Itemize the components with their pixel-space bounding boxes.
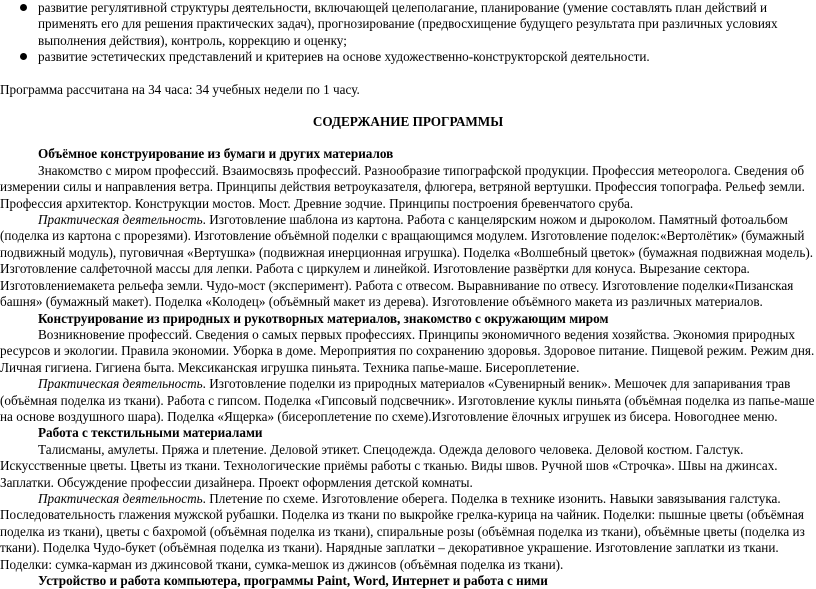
section-practice [0,376,816,425]
practice-label: Практическая деятельность [38,212,203,228]
practice-text: . Плетение по схеме. Изготовление оберега. Поделка в технике изонить. Навыки завязывания галстука. Последовательность глажения мужской рубашки. Поделка из ткани по выкройке грелка-курица на чайник. Поделки: пышные цветы (объёмная поделка из ткани), цветы с бахромой (объёмная поделка из ткани), спиральные розы (объёмная поделка из ткани), объёмные цветы (поделка из ткани). Поделка Чудо-букет (объёмная поделка из ткани). Нарядные заплатки – декоративное украшение. Изготовление заплатки из ткани. Поделки: сумка-карман из джинсовой ткани, сумка-мешок из джинсов (объёмная поделка из ткани). [0,490,805,572]
program-hours: Программа рассчитана на 34 часа: 34 учебных недели по 1 часу. [0,81,360,97]
bullet-item [0,0,816,49]
bullet-item [0,49,816,65]
section-intro: Знакомство с миром профессий. Взаимосвязь профессий. Разнообразие типографской продукции. Профессия метеоролога. Сведения об измерении силы и направления ветра. Принципы действия ветроуказателя, флюгера, ветряной вертушки. Профессия топографа. Рельеф земли. Профессия архитектор. Конструкции мостов. Мост. Древние зодчие. Принципы построения бревенчатого сруба. [0,162,805,211]
section-intro: Возникновение профессий. Сведения о самых первых профессиях. Принципы экономичного ведения хозяйства. Экономия природных ресурсов и экологии. Правила экономии. Уборка в доме. Мероприятия по сохранению здоровья. Здоровое питание. Пищевой режим. Режим дня. Личная гигиена. Гигиена быта. Мексиканская игрушка пиньята. Техника папье-маше. Бисероплетение. [0,326,815,375]
bullet-dot-icon [20,53,27,60]
section-heading: Устройство и работа компьютера, программы Paint, Word, Интернет и работа с ними [38,573,548,588]
section-heading: Работа с текстильными материалами [38,425,263,441]
bullet-text: развитие эстетических представлений и критериев на основе художественно-конструкторской деятельности. [38,49,650,65]
section-practice [0,212,816,310]
section-heading: Объёмное конструирование из бумаги и других материалов [38,146,394,162]
section-title: СОДЕРЖАНИЕ ПРОГРАММЫ [312,114,504,130]
section-heading: Конструирование из природных и рукотворных материалов, знакомство с окружающим миром [38,310,609,326]
practice-label: Практическая деятельность [38,376,203,392]
practice-text: . Изготовление шаблона из картона. Работа с канцелярским ножом и дыроколом. Памятный фотоальбом (поделка из картона с прорезями). Изготовление объёмной поделки с вращающимся модулем. Изготовление поделок:«Вертолётик» (бумажный подвижный модуль), пуговичная «Вертушка» (подвижная инерционная игрушка). Поделка «Волшебный цветок» (бумажная подвижная модель). Изготовление салфеточной массы для лепки. Работа с циркулем и линейкой. Изготовление развёртки для конуса. Вырезание сектора. Изготовлениемакета рельефа земли. Чудо-мост (эксперимент). Работа с отвесом. Выравнивание по отвесу. Изготовление поделки«Пизанская башня» (бумажный макет). Поделка «Колодец» (объёмный макет из дерева). Изготовление объёмного макета из различных материалов. [0,212,814,310]
bullet-dot-icon [20,4,27,11]
bullet-list [0,0,816,66]
practice-label: Практическая деятельность [38,490,203,506]
practice-text: . Изготовление поделки из природных материалов «Сувенирный веник». Мешочек для запаривания трав (объёмная поделка из ткани). Работа с гипсом. Поделка «Гипсовый подсвечник». Изготовление куклы пиньята (объёмная поделка из папье-маше на основе воздушного шара). Поделка «Ящерка» (бисероплетение по схеме).Изготовление ёлочных игрушек из бисера. Новогоднее меню. [0,376,815,424]
section-practice [0,491,816,573]
bullet-text: развитие регулятивной структуры деятельности, включающей целеполагание, планирование (умение составлять план действий и применять его для решения практических задач), прогнозирование (предвосхищение будущего результата при различных условиях выполнения действия), контроль, коррекцию и оценку; [38,0,778,48]
section-intro: Талисманы, амулеты. Пряжа и плетение. Деловой этикет. Спецодежда. Одежда делового человека. Деловой костюм. Галстук. Искусственные цветы. Цветы из ткани. Технологические приёмы работы с тканью. Виды швов. Ручной шов «Строчка». Швы на джинсах. Заплатки. Обсуждение профессии дизайнера. Проект оформления детской комнаты. [0,441,778,490]
